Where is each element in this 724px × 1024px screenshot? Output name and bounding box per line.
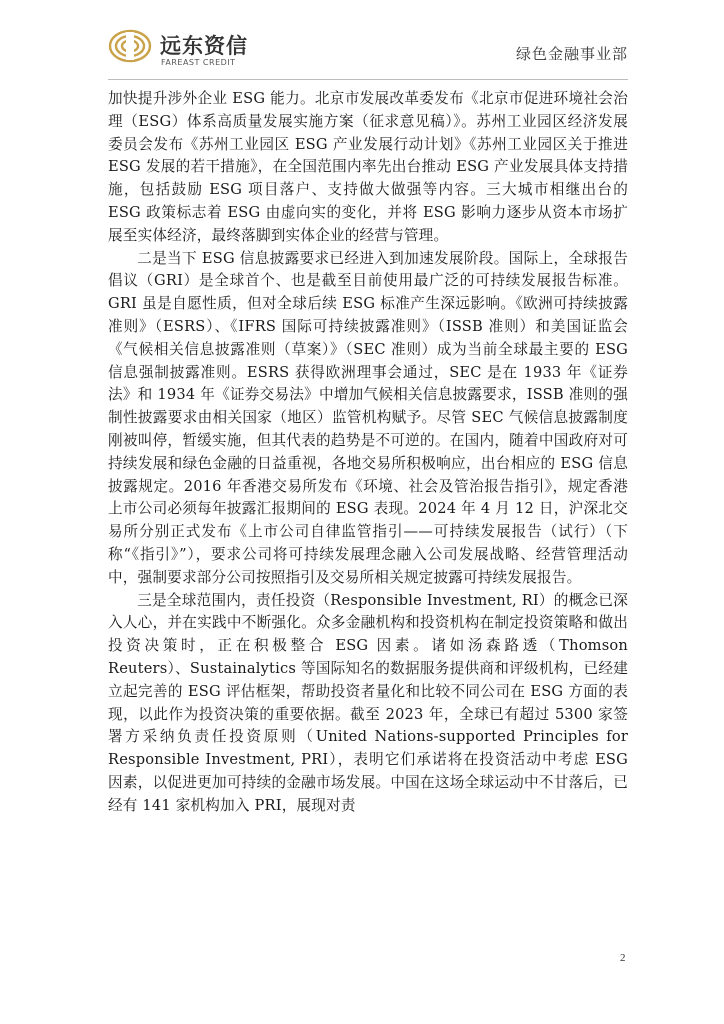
header-divider xyxy=(108,79,628,80)
paragraph-responsible-investment: 三是全球范围内，责任投资（Responsible Investment, RI）的概念已深入人心，并在实践中不断强化。众多金融机构和投资机构在制定投资策略和做出投资决策时，正在积极整合 ESG 因素。诸如汤森路透（Thomson Reuters）、Sustainalytics 等国际知名的数据服务提供商和评级机构，已经建立起完善的 ESG 评估框架，帮助投资者量化和比较不同公司在 ESG 方面的表现，以此作为投资决策的重要依据。截至 2023 年，全球已有超过 5300 家签署方采纳负责任投资原则（United Nations-supported Principles for Responsible Investment, PRI），表明它们承诺将在投资活动中考虑 ESG 因素，以促进更加可持续的金融市场发展。中国在这场全球运动中不甘落后，已经有 141 家机构加入 PRI，展现对责 xyxy=(108,591,628,814)
document-body xyxy=(108,88,628,818)
paragraph-continued: 加快提升涉外企业 ESG 能力。北京市发展改革委发布《北京市促进环境社会治理（ESG）体系高质量发展实施方案（征求意见稿）》。苏州工业园区经济发展委员会发布《苏州工业园区 ESG 产业发展行动计划》《苏州工业园区关于推进 ESG 发展的若干措施》，在全国范围内率先出台推动 ESG 产业发展具体支持措施，包括鼓励 ESG 项目落户、支持做大做强等内容。三大城市相继出台的 ESG 政策标志着 ESG 由虚向实的变化，并将 ESG 影响力逐步从资本市场扩展至实体经济，最终落脚到实体企业的经营与管理。 xyxy=(108,90,628,244)
department-name: 绿色金融事业部 xyxy=(515,45,628,63)
page-number: 2 xyxy=(620,952,626,964)
page-header xyxy=(108,28,628,78)
fareast-logo-icon xyxy=(108,28,152,64)
logo-english-name: FAREAST CREDIT xyxy=(161,58,236,67)
logo-chinese-name: 远东资信 xyxy=(160,34,248,58)
paragraph-esg-disclosure: 二是当下 ESG 信息披露要求已经进入到加速发展阶段。国际上，全球报告倡议（GRI）是全球首个、也是截至目前使用最广泛的可持续发展报告标准。GRI 虽是自愿性质，但对全球后续 ESG 标准产生深远影响。《欧洲可持续披露准则》（ESRS）、《IFRS 国际可持续披露准则》（ISSB 准则）和美国证监会《气候相关信息披露准则（草案）》（SEC 准则）成为当前全球最主要的 ESG 信息强制披露准则。ESRS 获得欧洲理事会通过，SEC 是在 1933 年《证券法》和 1934 年《证券交易法》中增加气候相关信息披露要求，ISSB 准则的强制性披露要求由相关国家（地区）监管机构赋予。尽管 SEC 气候信息披露制度刚被叫停，暂缓实施，但其代表的趋势是不可逆的。在国内，随着中国政府对可持续发展和绿色金融的日益重视，各地交易所积极响应，出台相应的 ESG 信息披露规定。2016 年香港交易所发布《环境、社会及管治报告指引》，规定香港上市公司必须每年披露汇报期间的 ESG 表现。2024 年 4 月 12 日，沪深北交易所分别正式发布《上市公司自律监管指引——可持续发展报告（试行）（下称“《指引》”），要求公司将可持续发展理念融入公司发展战略、经营管理活动中，强制要求部分公司按照指引及交易所相关规定披露可持续发展报告。 xyxy=(108,249,628,586)
